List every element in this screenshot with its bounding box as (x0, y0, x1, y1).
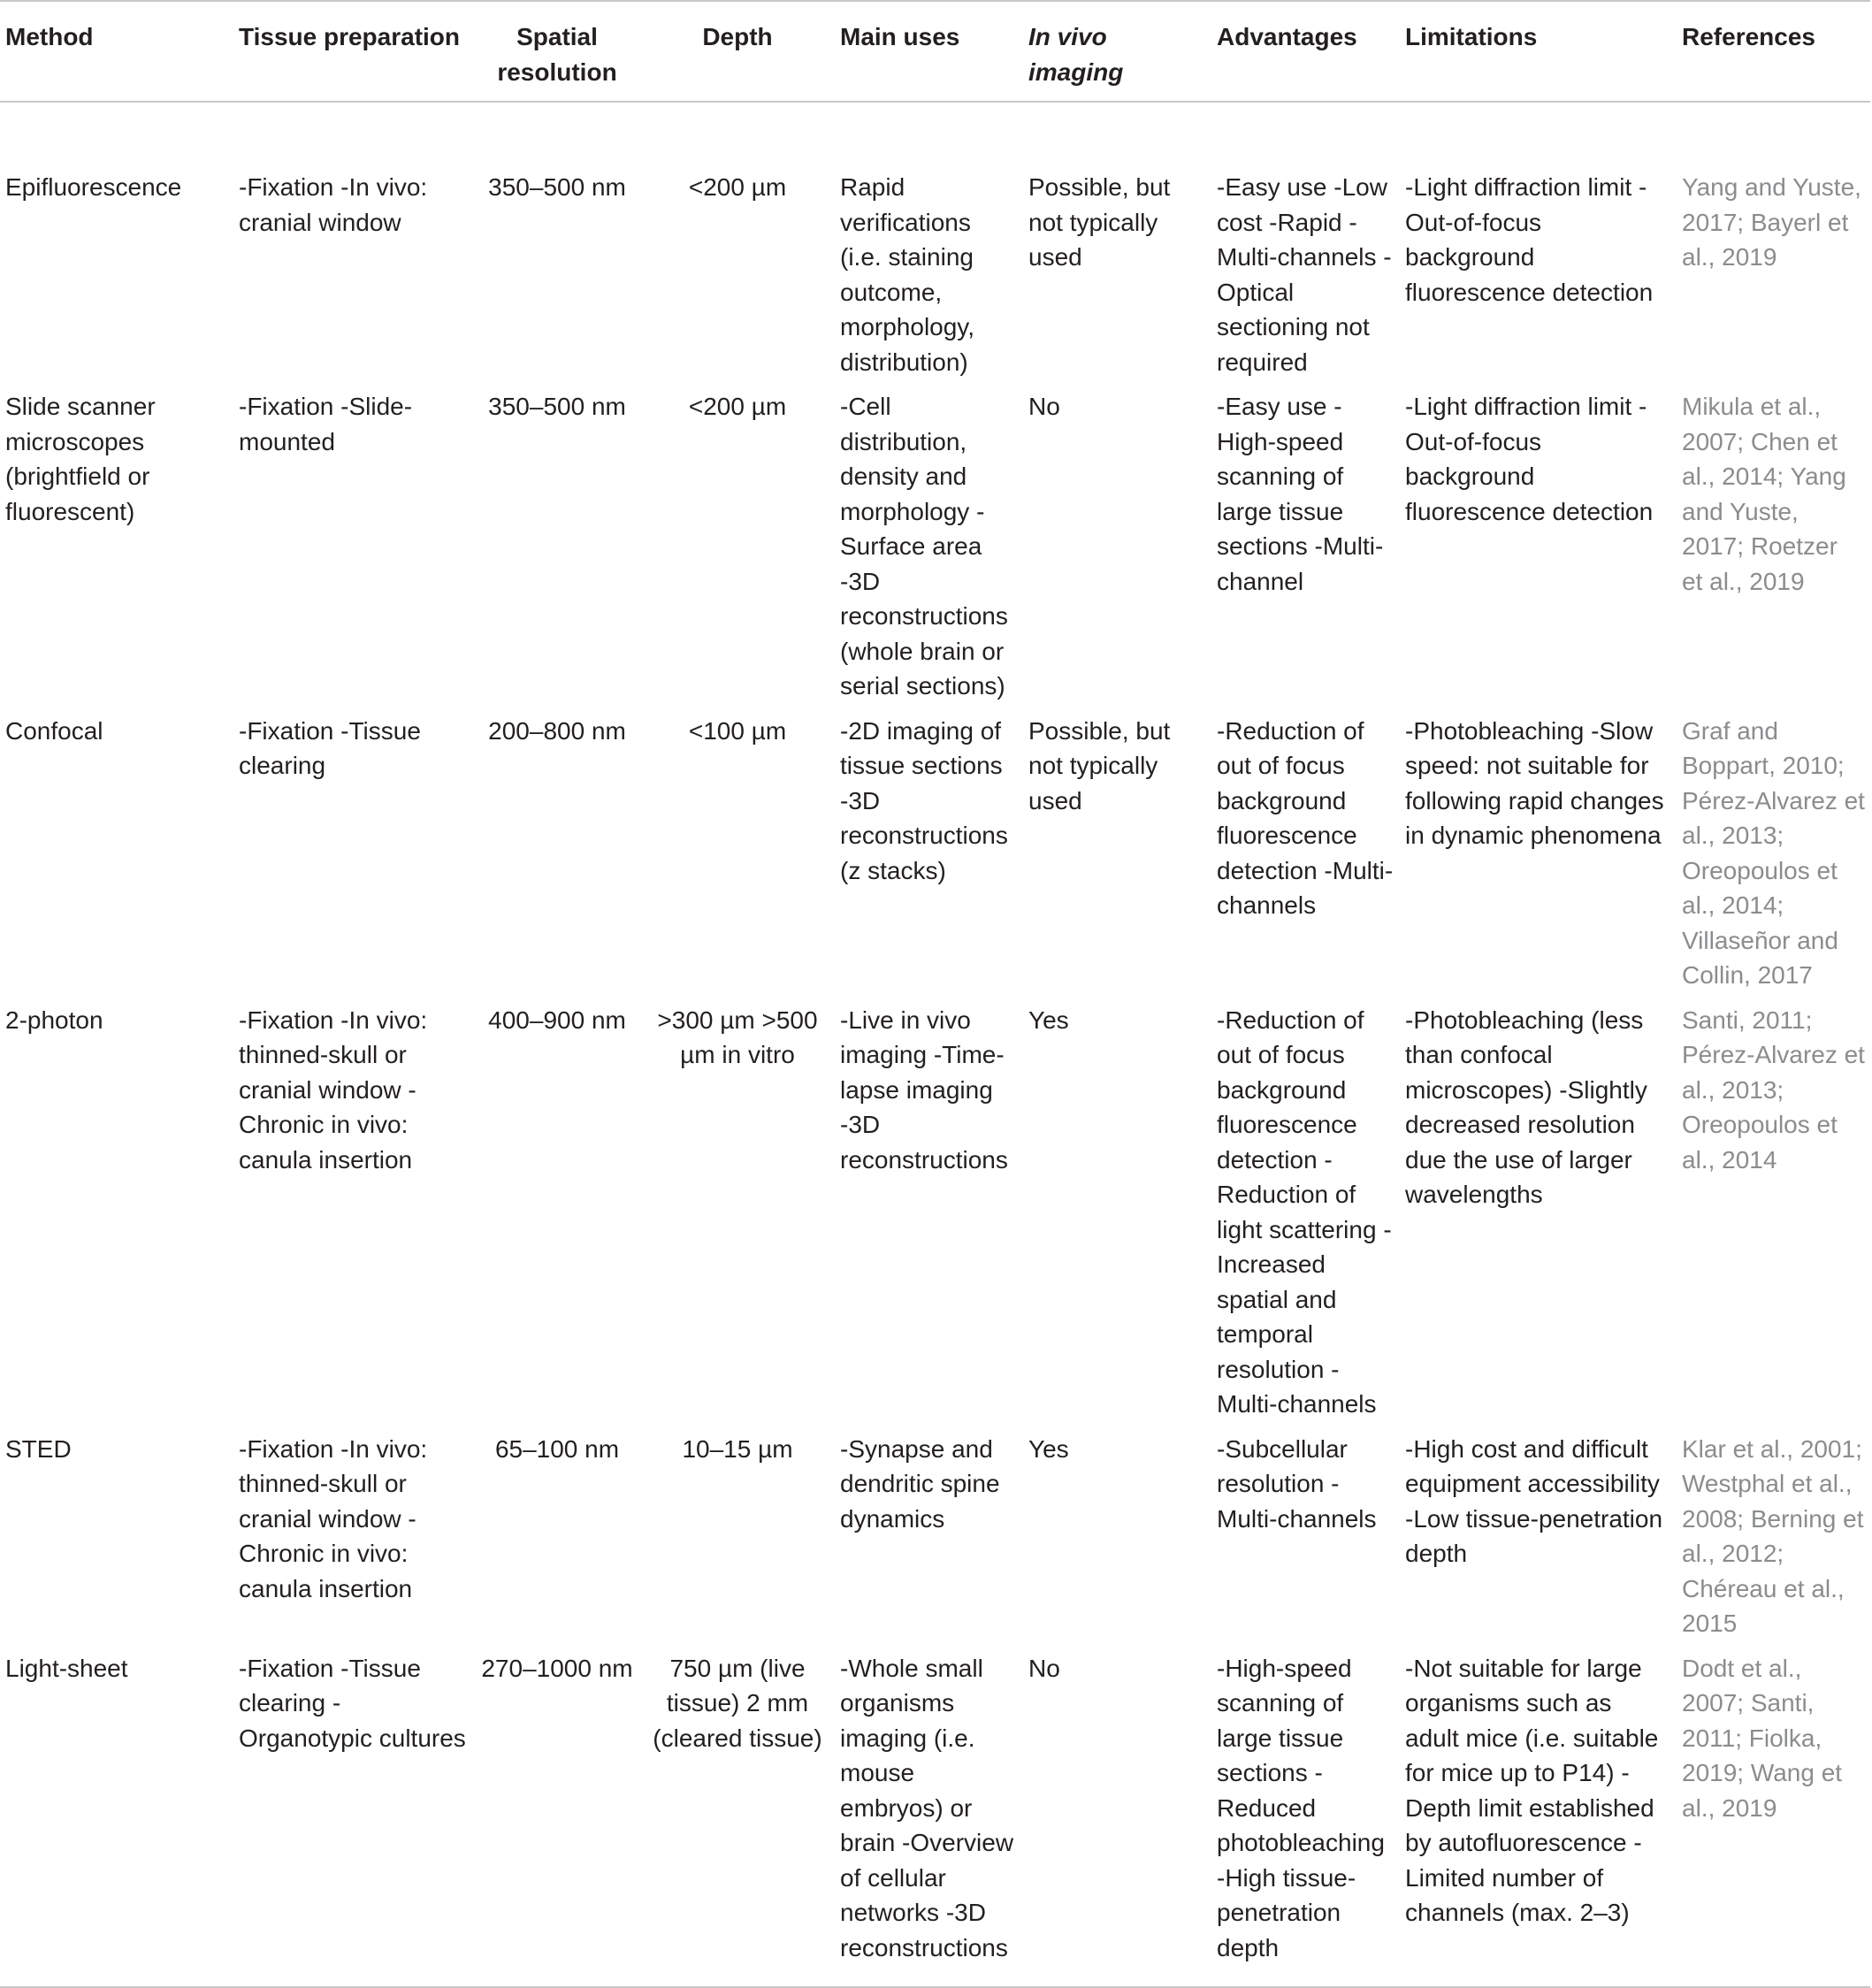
cell-spatial-resolution: 400–900 nm (488, 1005, 626, 1034)
cell-main-uses: -Cell distribution, density and morphology -Surface area -3D reconstructions (whole brain or serial sections) (840, 393, 1008, 700)
cell-method: Light-sheet (5, 1654, 128, 1682)
cell-spatial-resolution: 200–800 nm (488, 716, 626, 745)
header-spatial-resolution: Spatial resolution (497, 23, 617, 86)
cell-references: Graf and Boppart, 2010; Pérez-Alvarez et al., 2013; Oreopoulos et al., 2014; Villaseñor and Collin, 2017 (1682, 716, 1865, 989)
cell-main-uses: -Live in vivo imaging -Time-lapse imaging -3D reconstructions (840, 1005, 1008, 1174)
header-advantages: Advantages (1217, 23, 1357, 50)
cell-method: STED (5, 1434, 72, 1463)
cell-depth: <200 µm (688, 173, 787, 201)
table-row (0, 385, 1870, 709)
cell-advantages: -Reduction of out of focus background fluorescence detection -Reduction of light scattering -Increased spatial and temporal resolution -Multi-channels (1217, 1005, 1392, 1418)
cell-tissue-preparation: -Fixation -Tissue clearing -Organotypic cultures (239, 1654, 466, 1752)
cell-method: Confocal (5, 716, 103, 745)
header-in-vivo-imaging (1023, 1, 1211, 102)
cell-in-vivo-imaging: No (1028, 393, 1060, 420)
table-row (0, 1647, 1870, 1988)
cell-spatial-resolution: 350–500 nm (488, 173, 626, 201)
cell-limitations: -Not suitable for large organisms such as adult mice (i.e. suitable for mice up to P14) -Depth limit established by autofluorescence -Limited number of channels (max. 2–3) (1405, 1654, 1659, 1926)
cell-main-uses: Rapid verifications (i.e. staining outcome, morphology, distribution) (840, 173, 975, 376)
cell-in-vivo-imaging: No (1028, 1654, 1060, 1682)
cell-depth: 10–15 µm (682, 1434, 793, 1463)
cell-in-vivo-imaging: Yes (1028, 1005, 1069, 1034)
cell-spatial-resolution: 65–100 nm (494, 1434, 620, 1463)
table-row (0, 998, 1870, 1427)
table-row (0, 1427, 1870, 1647)
cell-in-vivo-imaging: Possible, but not typically used (1028, 173, 1171, 271)
cell-tissue-preparation: -Fixation -In vivo: cranial window (239, 173, 428, 236)
cell-spatial-resolution: 350–500 nm (488, 393, 626, 420)
cell-limitations: -High cost and difficult equipment accessibility -Low tissue-penetration depth (1405, 1434, 1663, 1567)
cell-advantages: -Easy use -Low cost -Rapid -Multi-channels -Optical sectioning not required (1217, 173, 1392, 376)
cell-references: Santi, 2011; Pérez-Alvarez et al., 2013; Oreopoulos et al., 2014 (1682, 1005, 1865, 1174)
cell-advantages: -Reduction of out of focus background fluorescence detection -Multi-channels (1217, 716, 1394, 919)
cell-limitations: -Light diffraction limit -Out-of-focus background fluorescence detection (1405, 393, 1654, 525)
cell-references: Dodt et al., 2007; Santi, 2011; Fiolka, 2019; Wang et al., 2019 (1682, 1654, 1843, 1822)
cell-spatial-resolution: 270–1000 nm (481, 1654, 633, 1682)
header-row (0, 1, 1870, 102)
cell-main-uses: -Synapse and dendritic spine dynamics (840, 1434, 1000, 1533)
cell-depth: <200 µm (688, 393, 787, 420)
cell-advantages: -Subcellular resolution -Multi-channels (1217, 1434, 1377, 1533)
header-main-uses: Main uses (840, 23, 960, 50)
cell-depth: <100 µm (688, 716, 787, 745)
header-tissue-preparation: Tissue preparation (239, 23, 461, 50)
cell-limitations: -Photobleaching (less than confocal microscopes) -Slightly decreased resolution due the use of larger wavelengths (1405, 1005, 1647, 1208)
cell-method: Epifluorescence (5, 173, 182, 201)
table-header (0, 1, 1870, 102)
cell-tissue-preparation: -Fixation -In vivo: thinned-skull or cranial window -Chronic in vivo: canula insertion (239, 1005, 428, 1174)
header-depth: Depth (702, 23, 773, 50)
cell-limitations: -Light diffraction limit -Out-of-focus background fluorescence detection (1405, 173, 1654, 306)
cell-in-vivo-imaging: Possible, but not typically used (1028, 716, 1171, 814)
cell-in-vivo-imaging: Yes (1028, 1434, 1069, 1463)
cell-references: Mikula et al., 2007; Chen et al., 2014; Yang and Yuste, 2017; Roetzer et al., 2019 (1682, 393, 1846, 595)
cell-method: Slide scanner microscopes (brightfield or fluorescent) (5, 393, 156, 525)
cell-main-uses: -2D imaging of tissue sections -3D reconstructions (z stacks) (840, 716, 1008, 884)
cell-tissue-preparation: -Fixation -Slide-mounted (239, 393, 413, 455)
cell-main-uses: -Whole small organisms imaging (i.e. mouse embryos) or brain -Overview of cellular networks -3D reconstructions (840, 1654, 1014, 1961)
cell-tissue-preparation: -Fixation -In vivo: thinned-skull or cranial window -Chronic in vivo: canula insertion (239, 1434, 428, 1602)
cell-advantages: -High-speed scanning of large tissue sections -Reduced photobleaching -High tissue-penetration depth (1217, 1654, 1385, 1961)
table-row (0, 709, 1870, 998)
cell-method: 2-photon (5, 1005, 103, 1034)
cell-references: Klar et al., 2001; Westphal et al., 2008; Berning et al., 2012; Chéreau et al., 2015 (1682, 1434, 1864, 1637)
cell-depth: 750 µm (live tissue) 2 mm (cleared tissue) (653, 1654, 822, 1752)
cell-references: Yang and Yuste, 2017; Bayerl et al., 2019 (1682, 173, 1861, 271)
table-row (0, 102, 1870, 385)
table-body (0, 102, 1870, 1987)
cell-advantages: -Easy use -High-speed scanning of large tissue sections -Multi-channel (1217, 393, 1384, 595)
cell-depth: >300 µm >500 µm in vitro (657, 1005, 818, 1068)
cell-limitations: -Photobleaching -Slow speed: not suitable for following rapid changes in dynamic phenomena (1405, 716, 1664, 849)
cell-tissue-preparation: -Fixation -Tissue clearing (239, 716, 421, 779)
header-references: References (1682, 23, 1815, 50)
header-in-vivo-label: In vivo imaging (1028, 23, 1124, 86)
header-limitations: Limitations (1405, 23, 1538, 50)
header-method: Method (5, 23, 94, 50)
